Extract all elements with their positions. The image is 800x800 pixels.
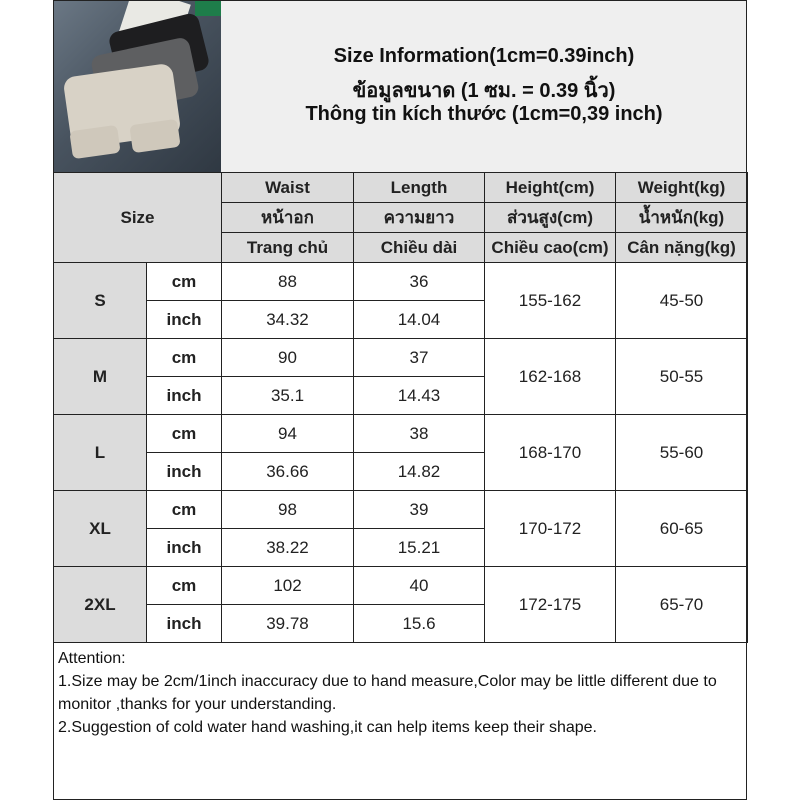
col-header-length-vi: Chiều dài xyxy=(354,233,485,263)
title-english: Size Information(1cm=0.39inch) xyxy=(333,45,635,67)
unit-cell: cm xyxy=(147,567,222,605)
table-row xyxy=(54,567,748,605)
size-info-title xyxy=(221,0,747,172)
length-cell: 40 xyxy=(354,567,485,605)
length-cell: 39 xyxy=(354,491,485,529)
size-header: Size xyxy=(54,173,222,263)
waist-cell: 38.22 xyxy=(222,529,354,567)
size-cell: 2XL xyxy=(54,567,147,643)
col-header-weight-en: Weight(kg) xyxy=(616,173,748,203)
unit-cell: inch xyxy=(147,301,222,339)
col-header-length-en: Length xyxy=(354,173,485,203)
attention-note-1: 1.Size may be 2cm/1inch inaccuracy due to hand measure,Color may be little different due to monitor ,thanks for your understanding. xyxy=(58,673,717,713)
size-chart xyxy=(53,0,747,800)
col-header-waist-vi: Trang chủ xyxy=(222,233,354,263)
unit-cell: cm xyxy=(147,339,222,377)
height-cell: 162-168 xyxy=(485,339,616,415)
weight-cell: 45-50 xyxy=(616,263,748,339)
height-cell: 155-162 xyxy=(485,263,616,339)
weight-cell: 65-70 xyxy=(616,567,748,643)
waist-cell: 90 xyxy=(222,339,354,377)
length-cell: 14.82 xyxy=(354,453,485,491)
length-cell: 14.43 xyxy=(354,377,485,415)
col-header-waist-th: หน้าอก xyxy=(222,203,354,233)
unit-cell: cm xyxy=(147,415,222,453)
col-header-height-en: Height(cm) xyxy=(485,173,616,203)
unit-cell: cm xyxy=(147,263,222,301)
col-header-weight-vi: Cân nặng(kg) xyxy=(616,233,748,263)
unit-cell: inch xyxy=(147,453,222,491)
length-cell: 38 xyxy=(354,415,485,453)
size-cell: S xyxy=(54,263,147,339)
weight-cell: 50-55 xyxy=(616,339,748,415)
length-cell: 36 xyxy=(354,263,485,301)
unit-cell: inch xyxy=(147,605,222,643)
waist-cell: 88 xyxy=(222,263,354,301)
height-cell: 168-170 xyxy=(485,415,616,491)
length-cell: 15.21 xyxy=(354,529,485,567)
weight-cell: 55-60 xyxy=(616,415,748,491)
waist-cell: 102 xyxy=(222,567,354,605)
length-cell: 15.6 xyxy=(354,605,485,643)
size-chart-header xyxy=(53,0,747,172)
table-row xyxy=(54,263,748,301)
height-cell: 172-175 xyxy=(485,567,616,643)
col-header-height-th: ส่วนสูง(cm) xyxy=(485,203,616,233)
waist-cell: 34.32 xyxy=(222,301,354,339)
attention-notes xyxy=(53,645,747,800)
waist-cell: 36.66 xyxy=(222,453,354,491)
waist-cell: 98 xyxy=(222,491,354,529)
size-cell: L xyxy=(54,415,147,491)
height-cell: 170-172 xyxy=(485,491,616,567)
col-header-height-vi: Chiều cao(cm) xyxy=(485,233,616,263)
table-row xyxy=(54,491,748,529)
attention-note-2: 2.Suggestion of cold water hand washing,it can help items keep their shape. xyxy=(58,719,597,736)
size-table xyxy=(53,172,748,643)
table-row xyxy=(54,339,748,377)
attention-title: Attention: xyxy=(58,650,126,667)
unit-cell: cm xyxy=(147,491,222,529)
col-header-waist-en: Waist xyxy=(222,173,354,203)
waist-cell: 35.1 xyxy=(222,377,354,415)
size-cell: M xyxy=(54,339,147,415)
title-vietnamese: Thông tin kích thước (1cm=0,39 inch) xyxy=(305,103,663,125)
weight-cell: 60-65 xyxy=(616,491,748,567)
col-header-weight-th: น้ำหนัก(kg) xyxy=(616,203,748,233)
unit-cell: inch xyxy=(147,377,222,415)
col-header-length-th: ความยาว xyxy=(354,203,485,233)
length-cell: 37 xyxy=(354,339,485,377)
product-photo xyxy=(53,0,222,172)
title-thai: ข้อมูลขนาด (1 ซม. = 0.39 นิ้ว) xyxy=(352,80,616,102)
waist-cell: 94 xyxy=(222,415,354,453)
size-cell: XL xyxy=(54,491,147,567)
table-row xyxy=(54,415,748,453)
unit-cell: inch xyxy=(147,529,222,567)
header-row xyxy=(54,173,748,203)
waist-cell: 39.78 xyxy=(222,605,354,643)
length-cell: 14.04 xyxy=(354,301,485,339)
